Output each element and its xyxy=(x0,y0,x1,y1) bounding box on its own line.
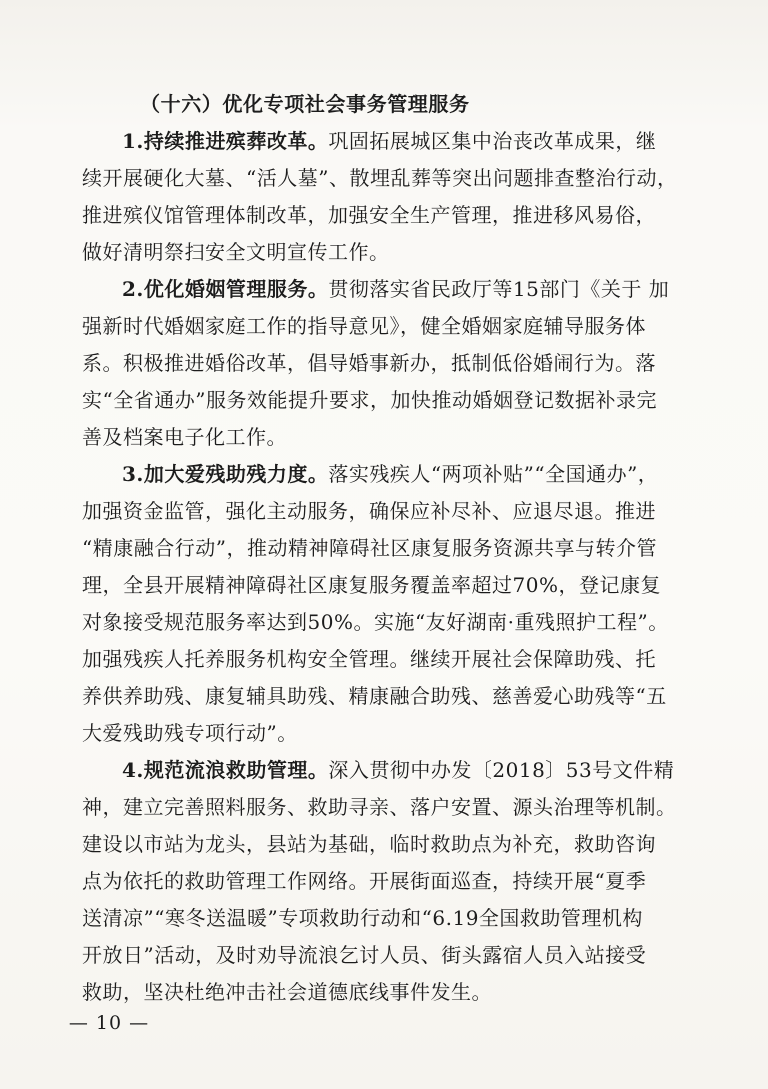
paragraph-lead: 3.加大爱残助残力度。 xyxy=(122,462,329,486)
paragraph-line: 送清凉”“寒冬送温暖”专项救助行动和“6.19全国救助管理机构 xyxy=(82,906,643,930)
document-body xyxy=(82,86,694,1011)
paragraph-line: 救助，坚决杜绝冲击社会道德底线事件发生。 xyxy=(82,980,492,1004)
paragraph-line: 强新时代婚姻家庭工作的指导意见》，健全婚姻家庭辅导服务体 xyxy=(82,314,646,338)
paragraph-line: 对象接受规范服务率达到50%。实施“友好湖南·重残照护工程”。 xyxy=(82,610,669,634)
paragraph-line: 推进殡仪馆管理体制改革，加强安全生产管理，推进移风易俗， xyxy=(82,203,656,227)
paragraph-line: 开放日”活动，及时劝导流浪乞讨人员、街头露宿人员入站接受 xyxy=(82,943,647,967)
paragraph-line: 做好清明祭扫安全文明宣传工作。 xyxy=(82,240,390,264)
paragraph-line: 点为依托的救助管理工作网络。开展街面巡查，持续开展“夏季 xyxy=(82,869,647,893)
paragraph-lead: 4.规范流浪救助管理。 xyxy=(122,758,329,782)
paragraph-line: 深入贯彻中办发〔2018〕53号文件精 xyxy=(328,758,675,782)
paragraph-line: 加强残疾人托养服务机构安全管理。继续开展社会保障助残、托 xyxy=(82,647,656,671)
section-heading: （十六）优化专项社会事务管理服务 xyxy=(140,92,470,116)
paragraph-line: 系。积极推进婚俗改革，倡导婚事新办，抵制低俗婚闹行为。落 xyxy=(82,351,656,375)
paragraph-vagrant-relief xyxy=(82,752,694,1011)
paragraph-line: 善及档案电子化工作。 xyxy=(82,425,287,449)
page-number: — 10 — xyxy=(68,1012,150,1034)
paragraph-line: 建设以市站为龙头，县站为基础，临时救助点为补充，救助咨询 xyxy=(82,832,656,856)
paragraph-line: 落实残疾人“两项补贴”“全国通办”， xyxy=(328,462,659,486)
paragraph-line: 巩固拓展城区集中治丧改革成果，继 xyxy=(328,129,657,153)
paragraph-line: 养供养助残、康复辅具助残、精康融合助残、慈善爱心助残等“五 xyxy=(82,684,667,708)
paragraph-line: “精康融合行动”，推动精神障碍社区康复服务资源共享与转介管 xyxy=(82,536,657,560)
paragraph-line: 加强资金监管，强化主动服务，确保应补尽补、应退尽退。推进 xyxy=(82,499,656,523)
paragraph-line: 贯彻落实省民政厅等15部门《关于 加 xyxy=(328,277,670,301)
paragraph-disability-assistance xyxy=(82,456,694,752)
paragraph-line: 大爱残助残专项行动”。 xyxy=(82,721,298,745)
paragraph-line: 续开展硬化大墓、“活人墓”、散埋乱葬等突出问题排查整治行动， xyxy=(82,166,678,190)
paragraph-line: 理，全县开展精神障碍社区康复服务覆盖率超过70%，登记康复 xyxy=(82,573,661,597)
paragraph-lead: 2.优化婚姻管理服务。 xyxy=(122,277,329,301)
paragraph-lead: 1.持续推进殡葬改革。 xyxy=(122,129,329,153)
paragraph-marriage-service xyxy=(82,271,694,456)
paragraph-funeral-reform xyxy=(82,123,694,271)
paragraph-line: 实“全省通办”服务效能提升要求，加快推动婚姻登记数据补录完 xyxy=(82,388,657,412)
paragraph-line: 神，建立完善照料服务、救助寻亲、落户安置、源头治理等机制。 xyxy=(82,795,677,819)
